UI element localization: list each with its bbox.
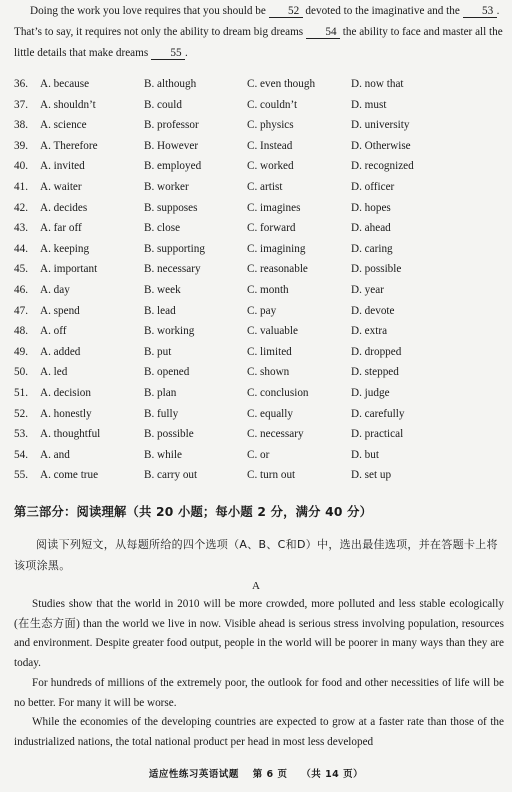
question-row [14, 445, 504, 466]
question-row [14, 259, 504, 280]
option-a: A. spend [40, 304, 80, 317]
option-a: A. shouldn’t [40, 98, 96, 111]
option-b: B. fully [144, 407, 179, 420]
question-row [14, 177, 504, 198]
option-c: C. conclusion [247, 386, 309, 399]
option-c: C. or [247, 448, 270, 461]
question-row [14, 280, 504, 301]
passage-title: A [252, 580, 260, 592]
question-number: 45. [14, 263, 28, 276]
passage-paragraph: Studies show that the world in 2010 will be more crowded, more polluted and less stable ecologically (在生态方面) than the world we live in now. Visible ahead is serious stress involving population, resources and environment. Despite greater food output, people in the world will be poorer in many ways than they are today. [14, 598, 504, 670]
option-c: C. worked [247, 160, 294, 173]
question-row [14, 115, 504, 136]
option-b: B. although [144, 78, 197, 90]
option-d: D. stepped [351, 366, 399, 379]
question-row [14, 239, 504, 260]
question-number: 52. [14, 407, 28, 420]
question-row [14, 404, 504, 425]
page-footer [0, 766, 512, 780]
option-d: D. extra [351, 325, 388, 338]
question-row [14, 95, 504, 116]
option-c: C. even though [247, 78, 316, 90]
option-b: B. lead [144, 304, 176, 317]
option-a: A. decision [40, 386, 91, 399]
question-number: 48. [14, 325, 28, 338]
option-d: D. judge [351, 386, 390, 399]
option-b: B. close [144, 222, 181, 235]
option-d: D. Otherwise [351, 139, 411, 152]
intro-text: devoted to the imaginative [305, 5, 425, 17]
option-d: D. now that [351, 78, 404, 90]
option-d: D. recognized [351, 160, 414, 173]
option-a: A. decides [40, 201, 88, 214]
option-d: D. caring [351, 242, 393, 255]
question-number: 41. [14, 180, 28, 193]
option-a: A. invited [40, 160, 85, 173]
intro-text: the ability to face and master all the little details that make dreams [14, 26, 503, 59]
question-row [14, 301, 504, 322]
option-c: C. shown [247, 366, 290, 379]
question-number: 53. [14, 428, 28, 441]
option-b: B. opened [144, 366, 190, 379]
option-a: A. honestly [40, 407, 92, 420]
option-a: A. thoughtful [40, 428, 101, 441]
question-row [14, 321, 504, 342]
question-number: 50. [14, 366, 28, 379]
option-a: A. come true [40, 469, 99, 482]
option-a: A. day [40, 283, 70, 296]
blank-53: 53 [463, 5, 497, 18]
option-a: A. because [40, 78, 90, 90]
option-b: B. worker [144, 180, 189, 193]
intro-line [14, 1, 504, 64]
option-b: B. However [144, 139, 199, 152]
option-b: B. carry out [144, 469, 198, 482]
question-row [14, 198, 504, 219]
blank-52: 52 [269, 5, 303, 18]
question-row [14, 424, 504, 445]
option-b: B. working [144, 325, 195, 338]
question-number: 38. [14, 119, 28, 132]
footer-title: 适应性练习英语试题 [148, 769, 239, 780]
option-b: B. plan [144, 386, 177, 399]
question-number: 47. [14, 304, 28, 317]
option-a: A. Therefore [40, 139, 98, 152]
option-d: D. hopes [351, 201, 391, 214]
option-a: A. waiter [40, 180, 82, 193]
option-c: C. turn out [247, 469, 296, 482]
question-number: 51. [14, 386, 28, 399]
option-c: C. necessary [247, 428, 304, 441]
option-b: B. supposes [144, 201, 198, 214]
option-b: B. week [144, 283, 181, 296]
option-d: D. set up [351, 469, 392, 482]
option-a: A. added [40, 345, 81, 358]
option-a: A. keeping [40, 242, 90, 255]
option-c: C. couldn’t [247, 98, 298, 111]
option-b: B. professor [144, 119, 199, 132]
question-row [14, 342, 504, 363]
option-d: D. year [351, 283, 384, 296]
option-b: B. while [144, 448, 182, 461]
option-a: A. important [40, 263, 98, 276]
option-d: D. practical [351, 428, 404, 441]
option-d: D. possible [351, 263, 402, 276]
section-title: 第三部分：阅读理解（共 20 小题；每小题 2 分，满分 40 分） [14, 505, 373, 519]
option-c: C. physics [247, 119, 294, 132]
option-a: A. and [40, 448, 70, 461]
question-row [14, 218, 504, 239]
question-number: 40. [14, 160, 28, 173]
passage [14, 595, 504, 753]
option-c: C. imagining [247, 242, 306, 255]
option-a: A. science [40, 119, 87, 132]
question-row [14, 156, 504, 177]
option-d: D. university [351, 119, 410, 132]
blank-54: 54 [306, 26, 340, 39]
option-c: C. reasonable [247, 263, 308, 276]
question-row [14, 465, 504, 486]
question-row [14, 74, 504, 95]
question-number: 36. [14, 78, 28, 90]
question-row [14, 383, 504, 404]
option-c: C. artist [247, 180, 283, 193]
question-number: 55. [14, 469, 28, 482]
option-b: B. possible [144, 428, 194, 441]
option-c: C. Instead [247, 139, 293, 152]
footer-page: 第 6 页 [252, 769, 288, 780]
question-number: 42. [14, 201, 28, 214]
option-d: D. devote [351, 304, 395, 317]
option-a: A. off [40, 325, 67, 338]
question-number: 39. [14, 139, 28, 152]
option-b: B. put [144, 345, 172, 358]
option-b: B. could [144, 98, 182, 111]
question-number: 44. [14, 242, 28, 255]
option-c: C. imagines [247, 201, 301, 214]
question-list [14, 74, 504, 486]
option-d: D. carefully [351, 407, 405, 420]
intro-text: Doing the work you love requires that you should be [30, 5, 266, 17]
option-b: B. supporting [144, 242, 205, 255]
question-number: 46. [14, 283, 28, 296]
question-number: 54. [14, 448, 28, 461]
passage-paragraph: For hundreds of millions of the extremely poor, the outlook for food and other necessities of life will be no better. For many it will be worse. [14, 676, 504, 709]
option-b: B. necessary [144, 263, 201, 276]
directions-text: 阅读下列短文，从每题所给的四个选项（A、B、C和D）中，选出最佳选项，并在答题卡上将该项涂黑。 [14, 538, 498, 572]
intro-text: and the [427, 5, 460, 17]
question-number: 37. [14, 98, 28, 111]
question-row [14, 136, 504, 157]
question-row [14, 362, 504, 383]
option-c: C. pay [247, 304, 277, 317]
option-d: D. officer [351, 180, 395, 193]
question-number: 49. [14, 345, 28, 358]
intro-text: . [185, 47, 188, 59]
option-b: B. employed [144, 160, 202, 173]
option-d: D. but [351, 448, 379, 461]
cloze-intro [14, 1, 504, 64]
option-c: C. forward [247, 222, 296, 235]
option-c: C. equally [247, 407, 293, 420]
option-a: A. led [40, 366, 68, 379]
option-c: C. valuable [247, 325, 298, 338]
question-number: 43. [14, 222, 28, 235]
option-d: D. ahead [351, 222, 391, 235]
option-d: D. must [351, 98, 387, 111]
intro-text: . That’s to say, it requires not only the ability to dream big dreams [14, 5, 500, 38]
option-d: D. dropped [351, 345, 402, 358]
footer-total: （共 14 页） [301, 769, 364, 780]
option-c: C. month [247, 283, 289, 296]
option-a: A. far off [40, 222, 82, 235]
blank-55: 55 [151, 47, 185, 60]
passage-paragraph: While the economies of the developing countries are expected to grow at a faster rate than those of the industrialized nations, the total national product per head in most less developed [14, 716, 504, 748]
option-c: C. limited [247, 345, 292, 358]
